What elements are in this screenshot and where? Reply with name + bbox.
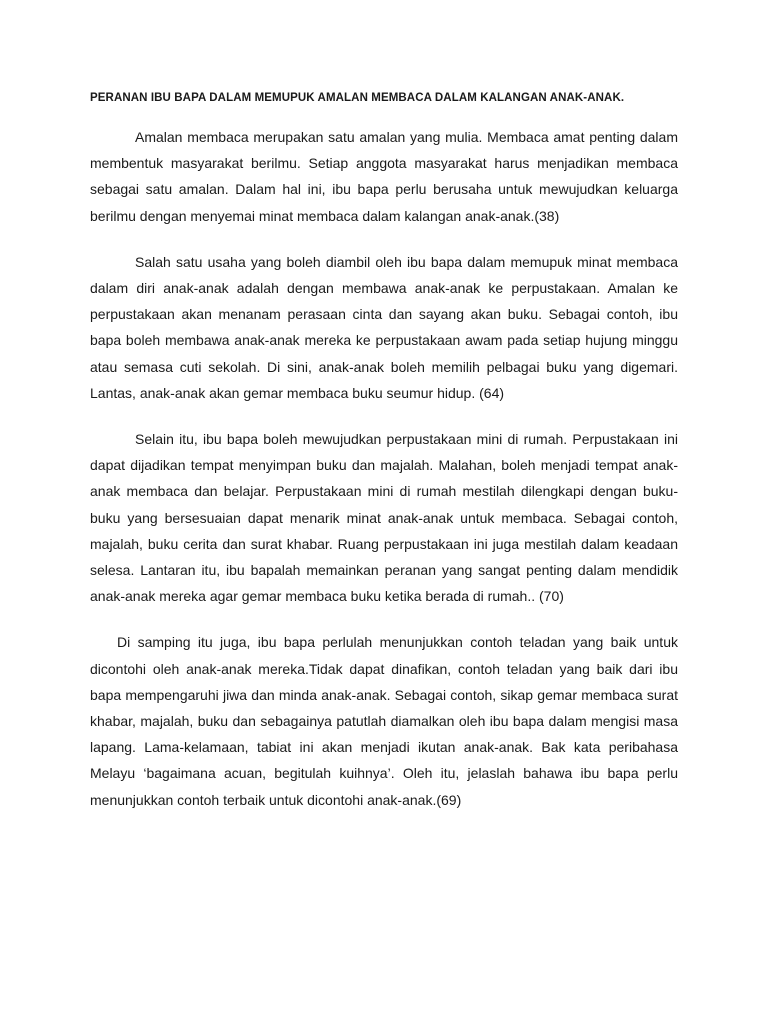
- document-title: PERANAN IBU BAPA DALAM MEMUPUK AMALAN MEMBACA DALAM KALANGAN ANAK-ANAK.: [90, 92, 625, 104]
- paragraph-3: Selain itu, ibu bapa boleh mewujudkan perpustakaan mini di rumah. Perpustakaan ini dapat dijadikan tempat menyimpan buku dan majalah. Malahan, boleh menjadi tempat anak-anak membaca dan belajar. Perpustakaan mini di rumah mestilah dilengkapi dengan buku-buku yang bersesuaian dapat menarik minat anak-anak untuk membaca. Sebagai contoh, majalah, buku cerita dan surat khabar. Ruang perpustakaan ini juga mestilah dalam keadaan selesa. Lantaran itu, ibu bapalah memainkan peranan yang sangat penting dalam mendidik anak-anak mereka agar gemar membaca buku ketika berada di rumah.. (70): [90, 431, 678, 605]
- paragraph-1: Amalan membaca merupakan satu amalan yang mulia. Membaca amat penting dalam membentuk masyarakat berilmu. Setiap anggota masyarakat harus menjadikan membaca sebagai satu amalan. Dalam hal ini, ibu bapa perlu berusaha untuk mewujudkan keluarga berilmu dengan menyemai minat membaca dalam kalangan anak-anak.(38): [90, 129, 678, 224]
- document-page: [90, 92, 678, 833]
- paragraph-4: Di samping itu juga, ibu bapa perlulah menunjukkan contoh teladan yang baik untuk dicontohi oleh anak-anak mereka.Tidak dapat dinafikan, contoh teladan yang baik dari ibu bapa mempengaruhi jiwa dan minda anak-anak. Sebagai contoh, sikap gemar membaca surat khabar, majalah, buku dan sebagainya patutlah diamalkan oleh ibu bapa dalam mengisi masa lapang. Lama-kelamaan, tabiat ini akan menjadi ikutan anak-anak. Bak kata peribahasa Melayu ‘bagaimana acuan, begitulah kuihnya’. Oleh itu, jelaslah bahawa ibu bapa perlu menunjukkan contoh terbaik untuk dicontohi anak-anak.(69): [90, 634, 678, 808]
- paragraph-2: Salah satu usaha yang boleh diambil oleh ibu bapa dalam memupuk minat membaca dalam diri anak-anak adalah dengan membawa anak-anak ke perpustakaan. Amalan ke perpustakaan akan menanam perasaan cinta dan sayang akan buku. Sebagai contoh, ibu bapa boleh membawa anak-anak mereka ke perpustakaan awam pada setiap hujung minggu atau semasa cuti sekolah. Di sini, anak-anak boleh memilih pelbagai buku yang digemari. Lantas, anak-anak akan gemar membaca buku seumur hidup. (64): [90, 253, 678, 401]
